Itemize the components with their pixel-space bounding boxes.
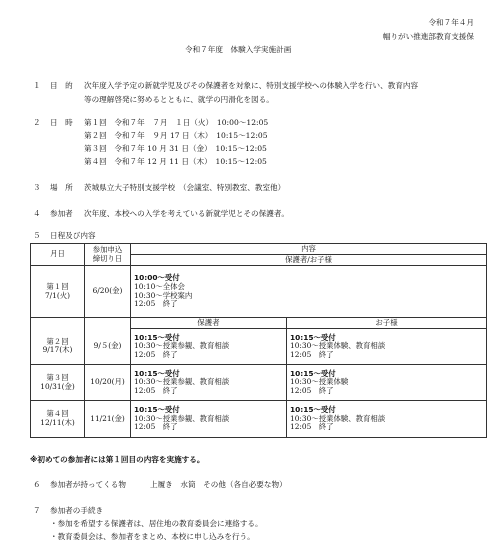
- section-1-label: 目 的: [50, 81, 73, 90]
- header-content: 内容: [131, 244, 487, 255]
- document-title: 令和７年度 体験入学実施計画: [185, 45, 292, 54]
- section-5-number: ５: [33, 231, 41, 240]
- schedule-table: [30, 243, 487, 438]
- row2-session: 第２回: [46, 336, 69, 346]
- row3-parent-line2: 10:30～授業参観、教育相談: [134, 377, 230, 387]
- section-4-text: 次年度、本校への入学を考えている新就学児とその保護者。: [84, 209, 290, 218]
- row3-day: [31, 365, 85, 401]
- row1-date: 7/1(火): [44, 290, 71, 300]
- row2-child: [287, 329, 487, 365]
- subheader-row: [31, 318, 487, 329]
- section-6-text: 上履き 水筒 その他（各自必要な物）: [150, 480, 287, 489]
- header-parent-child: 保護者/お子様: [131, 255, 487, 266]
- row4-child: [287, 401, 487, 438]
- section-6-number: ６: [33, 480, 41, 489]
- row3-parent-line3: 12:05 終了: [134, 385, 178, 395]
- section-2-number: ２: [33, 118, 41, 127]
- row3-session: 第３回: [46, 372, 69, 382]
- row1-line1: 10:00～受付: [134, 273, 180, 283]
- row3-child: [287, 365, 487, 401]
- section-1-number: １: [33, 81, 41, 90]
- row3-date: 10/31(金): [40, 381, 75, 391]
- sender-department: 幅りがい推進部教育支援保: [382, 32, 474, 41]
- section-3-text: 茨城県立大子特別支援学校 （会議室、特別教室、教室他）: [84, 183, 286, 192]
- row2-parent-line2: 10:30～授業参観、教育相談: [134, 341, 230, 351]
- row4-child-line1: 10:15～受付: [290, 405, 336, 415]
- section-7-number: ７: [33, 506, 41, 515]
- procedure-item-2: ・教育委員会は、参加者をまとめ、本校に申し込みを行う。: [50, 532, 255, 541]
- schedule-date-1: 第１回 令和７年 ７月 １日（火） 10:00～12:05: [84, 118, 269, 127]
- section-3-number: ３: [33, 183, 41, 192]
- document-date: 令和７年４月: [428, 18, 474, 27]
- row2-date: 9/17(木): [42, 345, 73, 355]
- row4-day: [31, 401, 85, 438]
- section-6-label: 参加者が持ってくる物: [50, 480, 126, 489]
- table-header-row: [31, 244, 487, 255]
- row1-line2: 10:10～全体会: [134, 281, 185, 291]
- row3-child-line1: 10:15～受付: [290, 368, 336, 378]
- row3-deadline: 10/20(月): [85, 365, 131, 401]
- row2-child-line3: 12:05 終了: [290, 349, 334, 359]
- section-5-label: 日程及び内容: [50, 231, 96, 240]
- row2-child-line2: 10:30～授業体験、教育相談: [290, 341, 386, 351]
- header-deadline-line2: 締切り日: [92, 253, 123, 263]
- subheader-child: お子様: [287, 318, 487, 329]
- table-row: [31, 329, 487, 365]
- subheader-parent: 保護者: [131, 318, 287, 329]
- row1-deadline: 6/20(金): [85, 266, 131, 318]
- row4-parent-line1: 10:15～受付: [134, 405, 180, 415]
- section-4-number: ４: [33, 209, 41, 218]
- header-day: 月日: [31, 244, 85, 266]
- section-2-label: 日 時: [50, 118, 73, 127]
- table-row: [31, 266, 487, 318]
- row2-day: [31, 329, 85, 365]
- section-1-text-line2: 等の理解啓発に努めるとともに、就学の円滑化を図る。: [84, 95, 274, 104]
- row4-parent-line2: 10:30～授業参観、教育相談: [134, 413, 230, 423]
- row3-child-line2: 10:30～授業体験: [290, 377, 349, 387]
- schedule-date-4: 第４回 令和７年 12 月 11 日（木） 10:15～12:05: [84, 157, 267, 166]
- row1-line3: 10:30～学校案内: [134, 290, 193, 300]
- section-7-label: 参加者の手続き: [50, 506, 104, 515]
- schedule-date-3: 第３回 令和７年 10 月 31 日（金） 10:15～12:05: [84, 144, 267, 153]
- row1-line4: 12:05 終了: [134, 299, 178, 309]
- table-row: [31, 401, 487, 438]
- table-note: ※初めての参加者には第１回目の内容を実施する。: [30, 455, 205, 464]
- row4-session: 第４回: [46, 409, 69, 419]
- row4-child-line2: 10:30～授業体験、教育相談: [290, 413, 386, 423]
- row4-date: 12/11(木): [40, 418, 75, 427]
- row2-parent: [131, 329, 287, 365]
- procedure-item-1: ・参加を希望する保護者は、居住地の教育委員会に連絡する。: [50, 519, 263, 528]
- row4-parent-line3: 12:05 終了: [134, 422, 178, 432]
- row1-day: [31, 266, 85, 318]
- row4-parent: [131, 401, 287, 438]
- row1-content: [131, 266, 487, 318]
- section-3-label: 場 所: [50, 183, 73, 192]
- row4-child-line3: 12:05 終了: [290, 422, 334, 432]
- header-deadline-line1: 参加申込: [92, 244, 123, 254]
- schedule-date-2: 第２回 令和７年 ９月 17 日（木） 10:15～12:05: [84, 131, 268, 140]
- row2-deadline: 9/５(金): [85, 329, 131, 365]
- row3-parent-line1: 10:15～受付: [134, 368, 180, 378]
- row4-deadline: 11/21(金): [85, 401, 131, 438]
- row3-child-line3: 12:05 終了: [290, 385, 334, 395]
- row2-child-line1: 10:15～受付: [290, 332, 336, 342]
- row3-parent: [131, 365, 287, 401]
- header-deadline: [85, 244, 131, 266]
- section-4-label: 参加者: [50, 209, 73, 218]
- table-row: [31, 365, 487, 401]
- row2-parent-line3: 12:05 終了: [134, 349, 178, 359]
- row2-parent-line1: 10:15～受付: [134, 332, 180, 342]
- section-1-text-line1: 次年度入学予定の新就学児及びその保護者を対象に、特別支援学校への体験入学を行い、教育内容: [84, 81, 419, 90]
- row1-session: 第１回: [46, 281, 69, 291]
